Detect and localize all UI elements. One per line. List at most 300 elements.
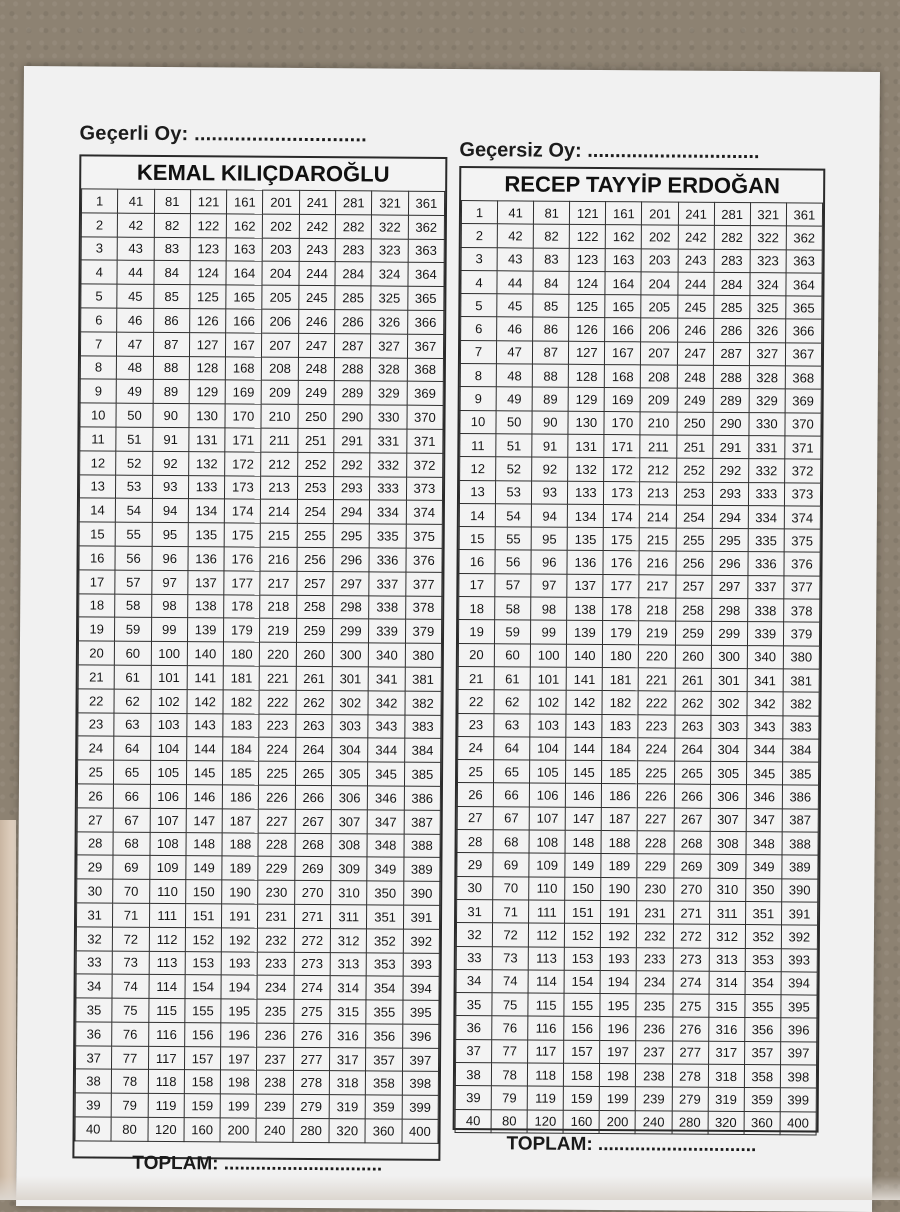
tally-cell[interactable]: 341 [747, 669, 783, 693]
tally-cell[interactable]: 207 [262, 333, 298, 357]
tally-cell[interactable]: 305 [332, 762, 368, 786]
tally-cell[interactable]: 65 [114, 760, 150, 784]
tally-cell[interactable]: 269 [673, 854, 709, 878]
tally-cell[interactable]: 243 [299, 238, 335, 262]
tally-cell[interactable]: 28 [77, 831, 113, 855]
tally-cell[interactable]: 150 [186, 880, 222, 904]
tally-cell[interactable]: 247 [298, 333, 334, 357]
tally-cell[interactable]: 358 [744, 1065, 780, 1089]
tally-cell[interactable]: 264 [295, 738, 331, 762]
tally-cell[interactable]: 175 [224, 523, 260, 547]
tally-cell[interactable]: 162 [606, 225, 642, 249]
tally-cell[interactable]: 86 [533, 318, 569, 342]
tally-cell[interactable]: 396 [781, 1018, 817, 1042]
tally-cell[interactable]: 184 [602, 737, 638, 761]
tally-cell[interactable]: 368 [785, 366, 821, 390]
tally-cell[interactable]: 367 [785, 343, 821, 367]
tally-cell[interactable]: 174 [225, 499, 261, 523]
tally-cell[interactable]: 258 [296, 595, 332, 619]
tally-cell[interactable]: 142 [187, 689, 223, 713]
tally-cell[interactable]: 276 [672, 1017, 708, 1041]
tally-cell[interactable]: 312 [330, 928, 366, 952]
tally-cell[interactable]: 70 [493, 876, 529, 900]
tally-cell[interactable]: 19 [78, 617, 114, 641]
tally-cell[interactable]: 309 [331, 857, 367, 881]
tally-cell[interactable]: 125 [569, 294, 605, 318]
tally-cell[interactable]: 273 [673, 948, 709, 972]
tally-cell[interactable]: 233 [637, 947, 673, 971]
tally-cell[interactable]: 206 [641, 318, 677, 342]
tally-cell[interactable]: 52 [496, 457, 532, 481]
tally-cell[interactable]: 298 [711, 598, 747, 622]
tally-cell[interactable]: 138 [188, 594, 224, 618]
tally-cell[interactable]: 285 [335, 286, 371, 310]
tally-cell[interactable]: 256 [297, 547, 333, 571]
tally-cell[interactable]: 160 [563, 1110, 599, 1134]
tally-cell[interactable]: 382 [783, 692, 819, 716]
tally-cell[interactable]: 281 [336, 191, 372, 215]
tally-cell[interactable]: 343 [747, 715, 783, 739]
tally-cell[interactable]: 373 [406, 477, 442, 501]
tally-cell[interactable]: 74 [492, 970, 528, 994]
tally-cell[interactable]: 252 [676, 458, 712, 482]
tally-cell[interactable]: 95 [152, 523, 188, 547]
tally-cell[interactable]: 54 [495, 504, 531, 528]
tally-cell[interactable]: 199 [600, 1087, 636, 1111]
tally-cell[interactable]: 247 [677, 342, 713, 366]
tally-cell[interactable]: 373 [784, 482, 820, 506]
tally-cell[interactable]: 212 [640, 458, 676, 482]
tally-cell[interactable]: 110 [149, 880, 185, 904]
tally-cell[interactable]: 275 [294, 999, 330, 1023]
tally-cell[interactable]: 75 [112, 998, 148, 1022]
tally-cell[interactable]: 139 [567, 621, 603, 645]
tally-cell[interactable]: 159 [184, 1094, 220, 1118]
tally-cell[interactable]: 382 [405, 691, 441, 715]
tally-cell[interactable]: 180 [603, 644, 639, 668]
tally-cell[interactable]: 375 [784, 529, 820, 553]
tally-cell[interactable]: 350 [745, 878, 781, 902]
tally-cell[interactable]: 219 [639, 621, 675, 645]
tally-cell[interactable]: 52 [116, 451, 152, 475]
tally-cell[interactable]: 79 [111, 1093, 147, 1117]
tally-cell[interactable]: 48 [117, 356, 153, 380]
tally-cell[interactable]: 120 [148, 1117, 184, 1141]
tally-cell[interactable]: 115 [528, 993, 564, 1017]
tally-cell[interactable]: 240 [256, 1118, 292, 1142]
tally-cell[interactable]: 111 [529, 900, 565, 924]
tally-cell[interactable]: 287 [713, 342, 749, 366]
tally-cell[interactable]: 235 [636, 994, 672, 1018]
tally-cell[interactable]: 120 [527, 1110, 563, 1134]
tally-cell[interactable]: 55 [495, 527, 531, 551]
tally-cell[interactable]: 302 [332, 690, 368, 714]
tally-cell[interactable]: 101 [151, 665, 187, 689]
tally-cell[interactable]: 248 [298, 357, 334, 381]
tally-cell[interactable]: 182 [602, 691, 638, 715]
tally-cell[interactable]: 55 [115, 522, 151, 546]
tally-cell[interactable]: 30 [77, 879, 113, 903]
tally-cell[interactable]: 8 [80, 355, 116, 379]
tally-cell[interactable]: 337 [748, 575, 784, 599]
tally-cell[interactable]: 338 [747, 599, 783, 623]
tally-cell[interactable]: 346 [746, 785, 782, 809]
tally-cell[interactable]: 260 [675, 645, 711, 669]
tally-cell[interactable]: 203 [263, 238, 299, 262]
tally-cell[interactable]: 315 [709, 994, 745, 1018]
tally-cell[interactable]: 149 [186, 856, 222, 880]
tally-cell[interactable]: 100 [531, 644, 567, 668]
tally-cell[interactable]: 326 [371, 310, 407, 334]
tally-cell[interactable]: 336 [748, 552, 784, 576]
tally-cell[interactable]: 268 [674, 831, 710, 855]
tally-cell[interactable]: 157 [564, 1040, 600, 1064]
tally-cell[interactable]: 33 [76, 950, 112, 974]
tally-cell[interactable]: 213 [261, 476, 297, 500]
tally-cell[interactable]: 51 [496, 434, 532, 458]
tally-cell[interactable]: 122 [190, 213, 226, 237]
tally-cell[interactable]: 77 [492, 1039, 528, 1063]
tally-cell[interactable]: 246 [298, 309, 334, 333]
tally-cell[interactable]: 205 [641, 295, 677, 319]
tally-cell[interactable]: 66 [493, 783, 529, 807]
tally-cell[interactable]: 295 [333, 524, 369, 548]
tally-cell[interactable]: 147 [565, 807, 601, 831]
tally-cell[interactable]: 293 [334, 476, 370, 500]
tally-cell[interactable]: 306 [331, 786, 367, 810]
tally-cell[interactable]: 46 [497, 317, 533, 341]
tally-cell[interactable]: 60 [115, 641, 151, 665]
tally-cell[interactable]: 258 [675, 598, 711, 622]
tally-cell[interactable]: 174 [604, 504, 640, 528]
tally-cell[interactable]: 250 [298, 405, 334, 429]
tally-cell[interactable]: 278 [293, 1071, 329, 1095]
tally-cell[interactable]: 255 [297, 524, 333, 548]
tally-cell[interactable]: 226 [638, 784, 674, 808]
tally-cell[interactable]: 88 [532, 364, 568, 388]
tally-cell[interactable]: 300 [711, 645, 747, 669]
tally-cell[interactable]: 282 [335, 214, 371, 238]
tally-cell[interactable]: 105 [530, 760, 566, 784]
tally-cell[interactable]: 141 [187, 666, 223, 690]
tally-cell[interactable]: 223 [638, 714, 674, 738]
tally-cell[interactable]: 377 [405, 572, 441, 596]
tally-cell[interactable]: 7 [460, 340, 496, 364]
tally-cell[interactable]: 218 [260, 595, 296, 619]
tally-cell[interactable]: 173 [604, 481, 640, 505]
tally-cell[interactable]: 59 [495, 620, 531, 644]
tally-cell[interactable]: 227 [259, 809, 295, 833]
tally-cell[interactable]: 349 [746, 855, 782, 879]
tally-cell[interactable]: 302 [711, 692, 747, 716]
tally-cell[interactable]: 356 [366, 1024, 402, 1048]
tally-cell[interactable]: 183 [223, 713, 259, 737]
tally-cell[interactable]: 318 [329, 1071, 365, 1095]
tally-cell[interactable]: 361 [786, 203, 822, 227]
tally-cell[interactable]: 392 [781, 925, 817, 949]
tally-cell[interactable]: 236 [257, 1023, 293, 1047]
tally-cell[interactable]: 198 [221, 1070, 257, 1094]
tally-cell[interactable]: 44 [497, 271, 533, 295]
tally-cell[interactable]: 371 [406, 429, 442, 453]
tally-cell[interactable]: 385 [404, 762, 440, 786]
tally-cell[interactable]: 154 [564, 970, 600, 994]
tally-cell[interactable]: 63 [114, 713, 150, 737]
tally-cell[interactable]: 49 [116, 380, 152, 404]
tally-cell[interactable]: 396 [402, 1024, 438, 1048]
tally-cell[interactable]: 23 [458, 713, 494, 737]
tally-cell[interactable]: 128 [189, 356, 225, 380]
tally-cell[interactable]: 392 [403, 929, 439, 953]
tally-cell[interactable]: 196 [221, 1023, 257, 1047]
tally-cell[interactable]: 53 [116, 475, 152, 499]
tally-cell[interactable]: 325 [750, 296, 786, 320]
tally-cell[interactable]: 245 [677, 295, 713, 319]
tally-cell[interactable]: 279 [672, 1087, 708, 1111]
tally-cell[interactable]: 284 [335, 262, 371, 286]
tally-cell[interactable]: 53 [496, 480, 532, 504]
tally-cell[interactable]: 6 [81, 308, 117, 332]
tally-cell[interactable]: 177 [603, 574, 639, 598]
tally-cell[interactable]: 375 [406, 524, 442, 548]
tally-cell[interactable]: 12 [460, 457, 496, 481]
tally-cell[interactable]: 117 [148, 1046, 184, 1070]
tally-cell[interactable]: 211 [261, 428, 297, 452]
tally-cell[interactable]: 222 [259, 690, 295, 714]
tally-cell[interactable]: 306 [710, 785, 746, 809]
tally-cell[interactable]: 364 [408, 263, 444, 287]
tally-cell[interactable]: 328 [749, 366, 785, 390]
tally-cell[interactable]: 59 [115, 617, 151, 641]
tally-cell[interactable]: 98 [151, 594, 187, 618]
tally-cell[interactable]: 230 [258, 880, 294, 904]
tally-cell[interactable]: 163 [226, 238, 262, 262]
tally-cell[interactable]: 211 [640, 435, 676, 459]
tally-cell[interactable]: 135 [567, 527, 603, 551]
tally-cell[interactable]: 334 [370, 500, 406, 524]
tally-cell[interactable]: 356 [744, 1018, 780, 1042]
tally-cell[interactable]: 283 [335, 238, 371, 262]
tally-cell[interactable]: 19 [458, 620, 494, 644]
tally-cell[interactable]: 231 [637, 901, 673, 925]
tally-cell[interactable]: 130 [189, 404, 225, 428]
tally-cell[interactable]: 61 [494, 667, 530, 691]
tally-cell[interactable]: 289 [334, 381, 370, 405]
tally-cell[interactable]: 239 [257, 1094, 293, 1118]
tally-cell[interactable]: 348 [746, 832, 782, 856]
tally-cell[interactable]: 129 [189, 380, 225, 404]
tally-cell[interactable]: 219 [260, 619, 296, 643]
tally-cell[interactable]: 1 [81, 189, 117, 213]
tally-cell[interactable]: 256 [676, 552, 712, 576]
tally-cell[interactable]: 395 [781, 995, 817, 1019]
tally-cell[interactable]: 239 [636, 1087, 672, 1111]
tally-cell[interactable]: 354 [366, 976, 402, 1000]
tally-cell[interactable]: 50 [116, 403, 152, 427]
tally-cell[interactable]: 292 [334, 452, 370, 476]
tally-cell[interactable]: 109 [149, 856, 185, 880]
tally-cell[interactable]: 24 [458, 736, 494, 760]
tally-cell[interactable]: 252 [297, 452, 333, 476]
tally-cell[interactable]: 171 [225, 428, 261, 452]
tally-cell[interactable]: 288 [713, 365, 749, 389]
tally-cell[interactable]: 393 [403, 953, 439, 977]
tally-cell[interactable]: 253 [297, 476, 333, 500]
tally-cell[interactable]: 383 [783, 715, 819, 739]
tally-cell[interactable]: 179 [603, 621, 639, 645]
tally-cell[interactable]: 234 [637, 971, 673, 995]
tally-cell[interactable]: 87 [153, 332, 189, 356]
tally-cell[interactable]: 314 [709, 971, 745, 995]
tally-cell[interactable]: 195 [221, 999, 257, 1023]
tally-cell[interactable]: 221 [639, 668, 675, 692]
tally-cell[interactable]: 130 [568, 411, 604, 435]
tally-cell[interactable]: 353 [367, 952, 403, 976]
tally-cell[interactable]: 171 [604, 435, 640, 459]
tally-cell[interactable]: 372 [406, 453, 442, 477]
tally-cell[interactable]: 347 [368, 810, 404, 834]
tally-cell[interactable]: 40 [455, 1109, 491, 1133]
tally-cell[interactable]: 397 [402, 1048, 438, 1072]
tally-cell[interactable]: 118 [528, 1063, 564, 1087]
tally-cell[interactable]: 376 [406, 548, 442, 572]
tally-cell[interactable]: 224 [259, 737, 295, 761]
tally-cell[interactable]: 355 [366, 1000, 402, 1024]
tally-cell[interactable]: 275 [672, 994, 708, 1018]
tally-cell[interactable]: 386 [404, 786, 440, 810]
tally-cell[interactable]: 279 [293, 1095, 329, 1119]
tally-cell[interactable]: 109 [529, 853, 565, 877]
tally-cell[interactable]: 374 [784, 506, 820, 530]
tally-cell[interactable]: 241 [678, 202, 714, 226]
tally-cell[interactable]: 324 [371, 262, 407, 286]
tally-cell[interactable]: 27 [457, 806, 493, 830]
tally-cell[interactable]: 261 [296, 666, 332, 690]
tally-cell[interactable]: 148 [565, 830, 601, 854]
tally-cell[interactable]: 272 [673, 924, 709, 948]
tally-cell[interactable]: 126 [569, 318, 605, 342]
tally-cell[interactable]: 384 [404, 739, 440, 763]
tally-cell[interactable]: 350 [367, 881, 403, 905]
tally-cell[interactable]: 92 [532, 457, 568, 481]
tally-cell[interactable]: 180 [224, 642, 260, 666]
tally-cell[interactable]: 303 [332, 714, 368, 738]
tally-cell[interactable]: 122 [570, 225, 606, 249]
tally-cell[interactable]: 154 [185, 975, 221, 999]
tally-cell[interactable]: 287 [335, 333, 371, 357]
tally-cell[interactable]: 359 [366, 1095, 402, 1119]
tally-cell[interactable]: 229 [637, 854, 673, 878]
tally-cell[interactable]: 385 [782, 762, 818, 786]
tally-cell[interactable]: 83 [533, 248, 569, 272]
tally-cell[interactable]: 309 [710, 855, 746, 879]
tally-cell[interactable]: 192 [601, 924, 637, 948]
tally-cell[interactable]: 271 [673, 901, 709, 925]
tally-cell[interactable]: 333 [748, 482, 784, 506]
tally-cell[interactable]: 124 [569, 271, 605, 295]
tally-cell[interactable]: 84 [533, 271, 569, 295]
tally-cell[interactable]: 57 [495, 574, 531, 598]
tally-cell[interactable]: 213 [640, 481, 676, 505]
tally-cell[interactable]: 369 [785, 389, 821, 413]
tally-cell[interactable]: 200 [220, 1118, 256, 1142]
tally-cell[interactable]: 123 [190, 237, 226, 261]
tally-cell[interactable]: 311 [331, 905, 367, 929]
tally-cell[interactable]: 212 [261, 452, 297, 476]
tally-cell[interactable]: 231 [258, 904, 294, 928]
tally-cell[interactable]: 140 [187, 642, 223, 666]
tally-cell[interactable]: 321 [372, 191, 408, 215]
tally-cell[interactable]: 388 [404, 834, 440, 858]
tally-cell[interactable]: 292 [712, 459, 748, 483]
tally-cell[interactable]: 123 [569, 248, 605, 272]
tally-cell[interactable]: 41 [118, 189, 154, 213]
tally-cell[interactable]: 132 [568, 458, 604, 482]
tally-cell[interactable]: 102 [530, 690, 566, 714]
tally-cell[interactable]: 47 [117, 332, 153, 356]
tally-cell[interactable]: 196 [600, 1017, 636, 1041]
tally-cell[interactable]: 14 [79, 498, 115, 522]
tally-cell[interactable]: 148 [186, 832, 222, 856]
tally-cell[interactable]: 274 [673, 971, 709, 995]
tally-cell[interactable]: 11 [460, 434, 496, 458]
tally-cell[interactable]: 133 [568, 481, 604, 505]
tally-cell[interactable]: 179 [224, 618, 260, 642]
tally-cell[interactable]: 331 [370, 429, 406, 453]
tally-cell[interactable]: 94 [531, 504, 567, 528]
tally-cell[interactable]: 369 [407, 382, 443, 406]
tally-cell[interactable]: 335 [370, 524, 406, 548]
tally-cell[interactable]: 329 [749, 389, 785, 413]
tally-cell[interactable]: 204 [262, 262, 298, 286]
tally-cell[interactable]: 80 [491, 1109, 527, 1133]
tally-cell[interactable]: 165 [226, 285, 262, 309]
tally-cell[interactable]: 352 [367, 929, 403, 953]
tally-cell[interactable]: 3 [461, 247, 497, 271]
tally-cell[interactable]: 138 [567, 597, 603, 621]
tally-cell[interactable]: 216 [260, 547, 296, 571]
tally-cell[interactable]: 307 [331, 809, 367, 833]
tally-cell[interactable]: 291 [334, 429, 370, 453]
tally-cell[interactable]: 54 [116, 499, 152, 523]
tally-cell[interactable]: 89 [532, 387, 568, 411]
tally-cell[interactable]: 277 [293, 1047, 329, 1071]
tally-cell[interactable]: 188 [601, 831, 637, 855]
tally-cell[interactable]: 278 [672, 1064, 708, 1088]
tally-cell[interactable]: 190 [601, 877, 637, 901]
tally-cell[interactable]: 389 [782, 855, 818, 879]
tally-cell[interactable]: 316 [330, 1024, 366, 1048]
tally-cell[interactable]: 58 [115, 594, 151, 618]
tally-cell[interactable]: 263 [674, 715, 710, 739]
tally-cell[interactable]: 387 [782, 809, 818, 833]
tally-cell[interactable]: 381 [783, 669, 819, 693]
tally-cell[interactable]: 400 [402, 1119, 438, 1143]
tally-cell[interactable]: 317 [330, 1047, 366, 1071]
tally-cell[interactable]: 303 [710, 715, 746, 739]
tally-cell[interactable]: 8 [460, 364, 496, 388]
tally-cell[interactable]: 78 [491, 1063, 527, 1087]
tally-cell[interactable]: 323 [372, 239, 408, 263]
tally-cell[interactable]: 262 [675, 691, 711, 715]
tally-cell[interactable]: 75 [492, 993, 528, 1017]
tally-cell[interactable]: 370 [785, 412, 821, 436]
tally-cell[interactable]: 305 [710, 761, 746, 785]
tally-cell[interactable]: 217 [260, 571, 296, 595]
tally-cell[interactable]: 38 [455, 1063, 491, 1087]
tally-cell[interactable]: 323 [750, 249, 786, 273]
tally-cell[interactable]: 274 [294, 976, 330, 1000]
